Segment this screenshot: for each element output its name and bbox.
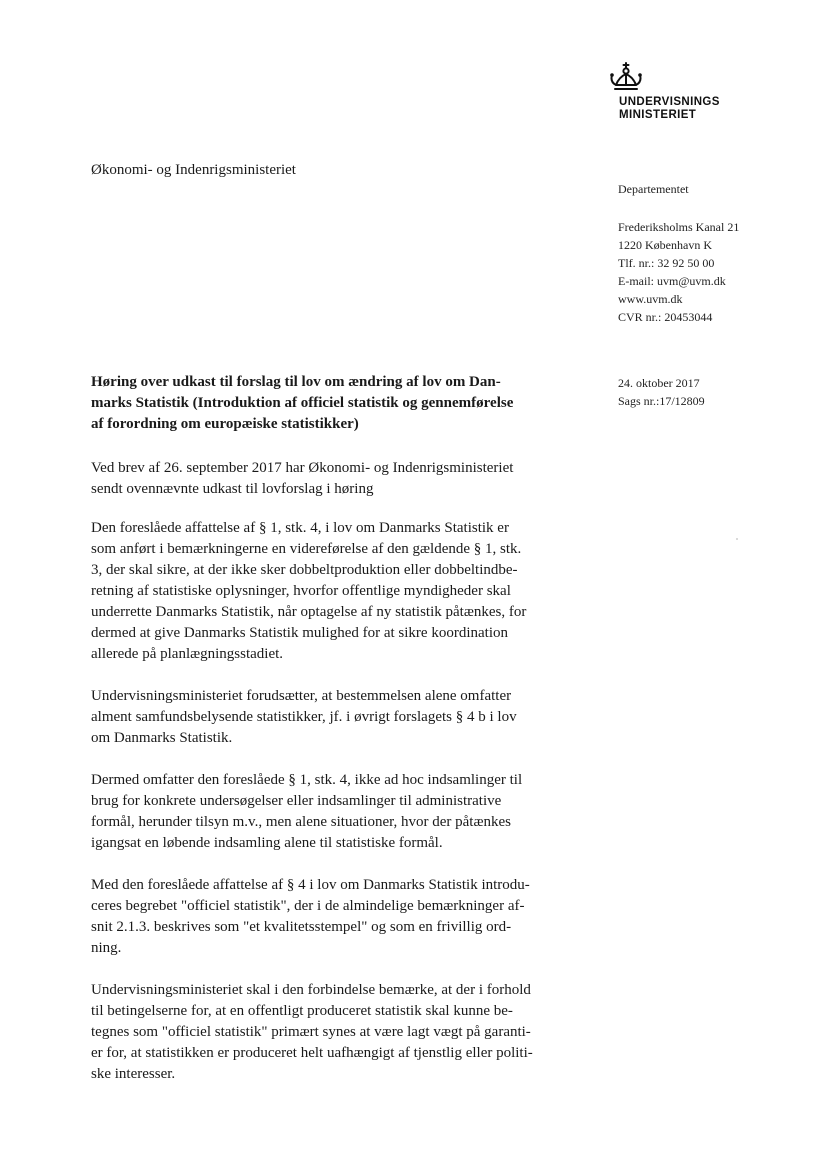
text-line: formål, herunder tilsyn m.v., men alene situationer, hvor der påtænkes bbox=[91, 814, 511, 830]
email-line: E-mail: uvm@uvm.dk bbox=[618, 274, 726, 288]
text-line: Den foreslåede affattelse af § 1, stk. 4, i lov om Danmarks Statistik er bbox=[91, 520, 509, 536]
crown-icon bbox=[606, 62, 646, 94]
letter-date: 24. oktober 2017 bbox=[618, 376, 700, 390]
text-line: 3, der skal sikre, at der ikke sker dobbeltproduktion eller dobbeltindbe- bbox=[91, 562, 518, 578]
paragraph-section-1 bbox=[91, 518, 526, 665]
subject-heading bbox=[91, 372, 561, 435]
recipient: Økonomi- og Indenrigsministeriet bbox=[91, 162, 296, 178]
text-line: snit 2.1.3. beskrives som "et kvalitetsstempel" og som en frivillig ord- bbox=[91, 919, 512, 935]
text-line: som anført i bemærkningerne en videreførelse af den gældende § 1, stk. bbox=[91, 541, 522, 557]
text-line: retning af statistiske oplysninger, hvorfor offentlige myndigheder skal bbox=[91, 583, 511, 599]
text-line: ske interesser. bbox=[91, 1066, 176, 1082]
text-line: Undervisningsministeriet forudsætter, at bestemmelsen alene omfatter bbox=[91, 688, 512, 704]
text-line: Ved brev af 26. september 2017 har Økonomi- og Indenrigsministeriet bbox=[91, 460, 514, 476]
paragraph-intro bbox=[91, 458, 513, 500]
ministry-name bbox=[619, 96, 720, 121]
paragraph-scope bbox=[91, 770, 522, 854]
text-line: om Danmarks Statistik. bbox=[91, 730, 233, 746]
address-block bbox=[618, 218, 739, 326]
text-line: brug for konkrete undersøgelser eller indsamlinger til administrative bbox=[91, 793, 502, 809]
ministry-name-line: MINISTERIET bbox=[619, 108, 697, 121]
case-number: Sags nr.:17/12809 bbox=[618, 394, 705, 408]
text-line: Dermed omfatter den foreslåede § 1, stk. 4, ikke ad hoc indsamlinger til bbox=[91, 772, 523, 788]
paragraph-assumption bbox=[91, 686, 517, 749]
text-line: tegnes som "officiel statistik" primært synes at være lagt vægt på garanti- bbox=[91, 1024, 531, 1040]
address-line: Frederiksholms Kanal 21 bbox=[618, 220, 740, 234]
phone-line: Tlf. nr.: 32 92 50 00 bbox=[618, 256, 715, 270]
paragraph-official-statistics bbox=[91, 875, 530, 959]
text-line: alment samfundsbelysende statistikker, jf. i øvrigt forslagets § 4 b i lov bbox=[91, 709, 517, 725]
text-line: allerede på planlægningsstadiet. bbox=[91, 646, 284, 662]
text-line: til betingelserne for, at en offentligt produceret statistik skal kunne be- bbox=[91, 1003, 513, 1019]
text-line: er for, at statistikken er produceret helt uafhængigt af tjenstlig eller politi- bbox=[91, 1045, 533, 1061]
ministry-name-line: UNDERVISNINGS bbox=[619, 96, 720, 108]
subject-line: af forordning om europæiske statistikker) bbox=[91, 416, 359, 432]
text-line: igangsat en løbende indsamling alene til statistiske formål. bbox=[91, 835, 443, 851]
text-line: dermed at give Danmarks Statistik mulighed for at sikre koordination bbox=[91, 625, 508, 641]
subject-line: marks Statistik (Introduktion af officiel statistik og gennemførelse bbox=[91, 395, 514, 411]
scan-speck bbox=[736, 538, 738, 540]
text-line: Med den foreslåede affattelse af § 4 i lov om Danmarks Statistik introdu- bbox=[91, 877, 530, 893]
text-line: sendt ovennævnte udkast til lovforslag i høring bbox=[91, 481, 374, 497]
text-line: underrette Danmarks Statistik, når optagelse af ny statistik påtænkes, for bbox=[91, 604, 527, 620]
text-line: ceres begrebet "officiel statistik", der i de almindelige bemærkninger af- bbox=[91, 898, 525, 914]
paragraph-remark bbox=[91, 980, 533, 1085]
website-line: www.uvm.dk bbox=[618, 292, 683, 306]
text-line: ning. bbox=[91, 940, 122, 956]
text-line: Undervisningsministeriet skal i den forbindelse bemærke, at der i forhold bbox=[91, 982, 531, 998]
cvr-line: CVR nr.: 20453044 bbox=[618, 310, 713, 324]
date-block bbox=[618, 374, 705, 410]
department: Departementet bbox=[618, 182, 689, 196]
address-line: 1220 København K bbox=[618, 238, 712, 252]
subject-line: Høring over udkast til forslag til lov om ændring af lov om Dan- bbox=[91, 374, 501, 390]
